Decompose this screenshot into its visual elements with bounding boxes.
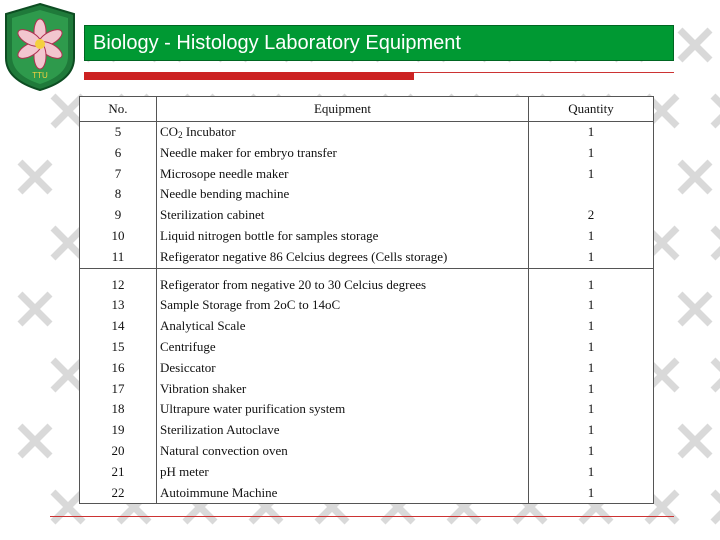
x-mark <box>680 426 710 456</box>
equipment-item: pH meter <box>160 463 209 479</box>
quantity-value: 1 <box>587 359 595 375</box>
row-number: 8 <box>114 186 122 202</box>
quantity-value: 1 <box>587 318 595 334</box>
group1-items <box>157 122 529 269</box>
equipment-item: Analytical Scale <box>160 318 246 334</box>
equipment-item: Autoimmune Machine <box>160 484 278 500</box>
row-number: 16 <box>111 359 125 375</box>
row-number: 18 <box>111 401 125 417</box>
row-number: 5 <box>114 124 122 139</box>
header-equipment: Equipment <box>157 97 529 122</box>
group1-numbers <box>80 122 157 269</box>
accent-bar <box>84 72 414 80</box>
quantity-value: 1 <box>587 297 595 313</box>
x-mark <box>20 294 50 324</box>
quantity-value: 1 <box>587 165 595 181</box>
x-mark <box>680 30 710 60</box>
x-mark <box>680 162 710 192</box>
group2-numbers <box>80 268 157 504</box>
row-number: 12 <box>111 276 125 292</box>
quantity-value: 1 <box>587 124 595 139</box>
x-mark <box>20 162 50 192</box>
quantity-value: 2 <box>587 207 595 223</box>
equipment-item: Ultrapure water purification system <box>160 401 346 417</box>
quantity-value: 1 <box>587 463 595 479</box>
quantity-value: 1 <box>587 422 595 438</box>
equipment-item: Liquid nitrogen bottle for samples storage <box>160 227 379 243</box>
equipment-item: Sterilization Autoclave <box>160 422 280 438</box>
page-title: Biology - Histology Laboratory Equipment <box>93 32 461 54</box>
equipment-item: Microsope needle maker <box>160 165 289 181</box>
row-number: 10 <box>111 227 125 243</box>
row-number: 15 <box>111 338 125 354</box>
flower-emblem-icon <box>0 0 80 92</box>
x-mark <box>713 96 720 126</box>
equipment-item: Refigerator negative 86 Celcius degrees (Cells storage) <box>160 248 448 264</box>
x-mark <box>713 228 720 258</box>
equipment-item: Centrifuge <box>160 338 216 354</box>
co2-subscript: 2 <box>178 130 183 140</box>
equipment-item: Desiccator <box>160 359 216 375</box>
equipment-item: Natural convection oven <box>160 442 288 458</box>
table-row-group-1 <box>80 122 654 269</box>
table-row-group-2 <box>80 268 654 504</box>
university-logo <box>0 0 80 92</box>
title-bar <box>84 25 674 61</box>
x-mark <box>713 360 720 390</box>
row-number: 9 <box>114 207 122 223</box>
co2-suffix: Incubator <box>182 124 236 139</box>
row-number: 20 <box>111 442 125 458</box>
group1-quantities <box>529 122 654 269</box>
quantity-value: 1 <box>587 442 595 458</box>
logo-caption: TTU <box>32 71 48 80</box>
row-number: 11 <box>111 248 125 264</box>
header-no: No. <box>80 97 157 122</box>
group2-items <box>157 268 529 504</box>
quantity-value: 1 <box>587 144 595 160</box>
quantity-value: 1 <box>587 276 595 292</box>
x-mark <box>20 426 50 456</box>
header-quantity: Quantity <box>529 97 654 122</box>
equipment-item <box>160 122 525 143</box>
quantity-value: 1 <box>587 380 595 396</box>
equipment-item: Needle maker for embryo transfer <box>160 144 337 160</box>
equipment-item: Needle bending machine <box>160 186 290 202</box>
equipment-item: Vibration shaker <box>160 380 247 396</box>
row-number: 13 <box>111 297 125 313</box>
row-number: 6 <box>114 144 122 160</box>
row-number: 22 <box>111 484 125 500</box>
x-mark <box>680 294 710 324</box>
co2-prefix: CO <box>160 124 179 139</box>
row-number: 19 <box>111 422 125 438</box>
quantity-value: 1 <box>587 227 595 243</box>
x-mark <box>713 492 720 522</box>
row-number: 7 <box>114 165 122 181</box>
quantity-value <box>532 184 650 205</box>
equipment-table <box>79 96 654 504</box>
bottom-rule <box>50 516 674 517</box>
quantity-value: 1 <box>587 338 595 354</box>
quantity-value: 1 <box>587 401 595 417</box>
row-number: 14 <box>111 318 125 334</box>
equipment-item: Refigerator from negative 20 to 30 Celcius degrees <box>160 276 427 292</box>
equipment-item: Sample Storage from 2oC to 14oC <box>160 297 341 313</box>
row-number: 21 <box>111 463 125 479</box>
equipment-item: Sterilization cabinet <box>160 207 265 223</box>
quantity-value: 1 <box>587 248 595 264</box>
row-number: 17 <box>111 380 125 396</box>
group2-quantities <box>529 268 654 504</box>
table-header-row <box>80 97 654 122</box>
quantity-value: 1 <box>587 484 595 500</box>
